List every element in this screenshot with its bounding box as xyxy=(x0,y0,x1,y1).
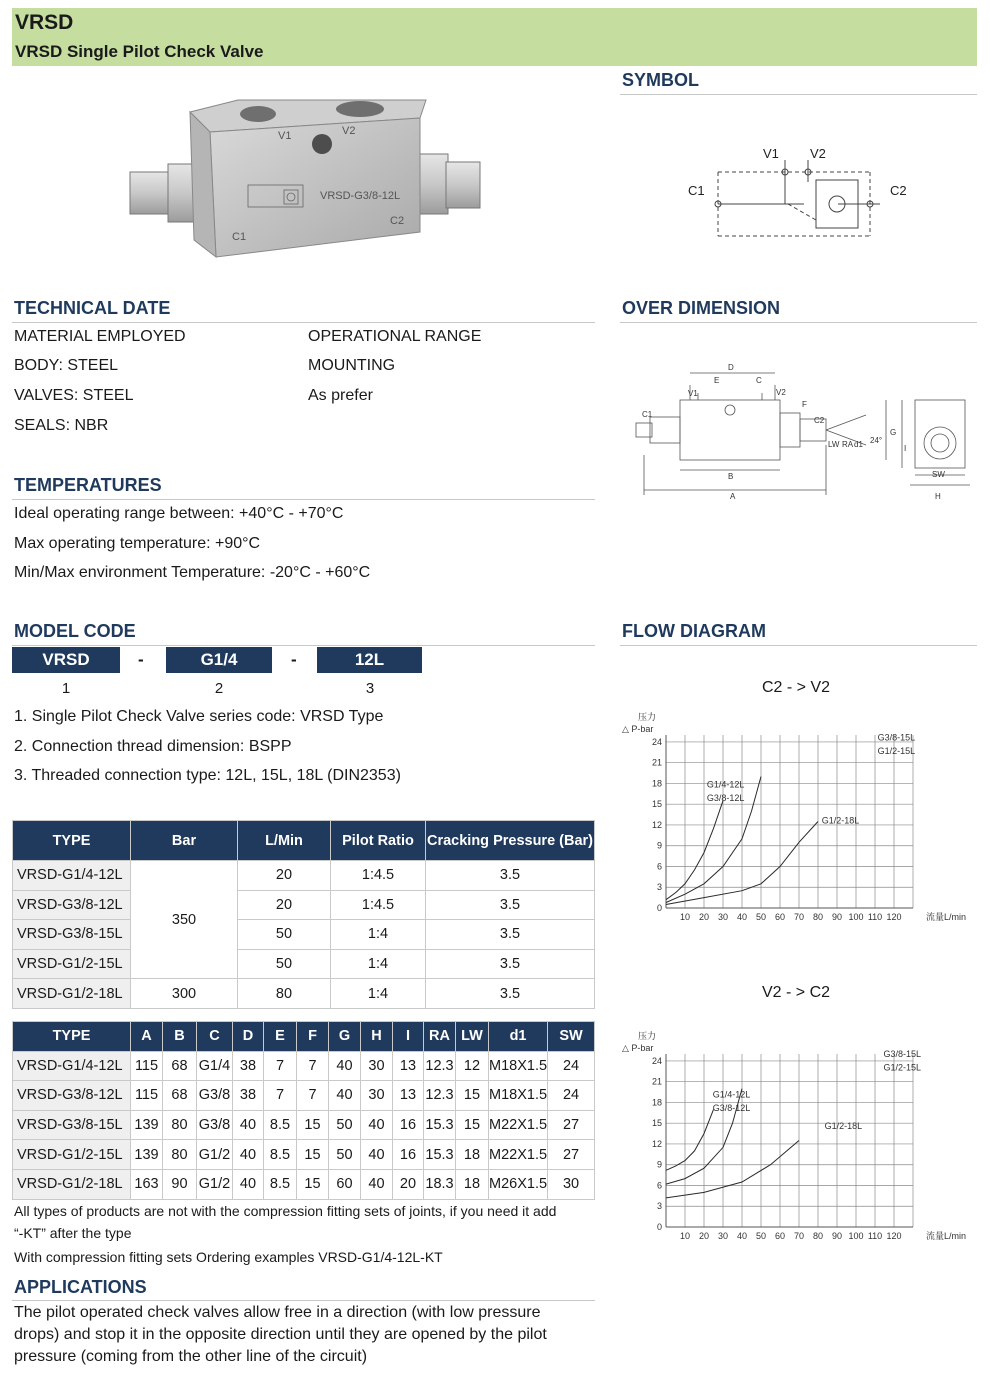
cell-b: 80 xyxy=(163,1110,197,1140)
model-note-3: 3. Threaded connection type: 12L, 15L, 18L (DIN2353) xyxy=(14,767,401,784)
cell-a: 115 xyxy=(131,1081,163,1111)
cell-lw: 15 xyxy=(456,1081,489,1111)
cell-d: 40 xyxy=(233,1169,264,1199)
x-tick-label: 10 xyxy=(679,1231,691,1241)
cell-ra: 18.3 xyxy=(424,1169,456,1199)
y-tick-label: 6 xyxy=(656,861,662,872)
dim-c: C xyxy=(756,376,762,385)
x-tick-label: 70 xyxy=(793,912,805,922)
x-tick-label: 100 xyxy=(848,1231,864,1241)
cell-d1: M18X1.5 xyxy=(489,1051,548,1081)
symbol-title: SYMBOL xyxy=(622,70,700,90)
applications-text: The pilot operated check valves allow free in a direction (with low pressure drops) and stop it in the opposite direction until they are opened by the pilot pressure (coming from the other line of the circuit) xyxy=(14,1304,547,1365)
model-code-rule xyxy=(12,645,595,646)
cell-sw: 30 xyxy=(548,1169,595,1199)
col-a: A xyxy=(131,1022,163,1052)
applications-rule xyxy=(12,1300,595,1301)
cell-type: VRSD-G1/2-18L xyxy=(13,979,131,1009)
curve-label: G1/2-15L xyxy=(877,745,916,756)
table-row xyxy=(13,861,595,891)
cell-type: VRSD-G1/4-12L xyxy=(13,861,131,891)
cell-f: 7 xyxy=(297,1081,329,1111)
product-code: VRSD xyxy=(15,11,74,34)
temperatures-rule xyxy=(12,499,595,500)
cell-d1: M22X1.5 xyxy=(489,1140,548,1170)
col-f: F xyxy=(297,1022,329,1052)
photo-port-c1: C1 xyxy=(232,231,247,243)
model-box-thread: G1/4 xyxy=(166,647,272,673)
product-subtitle: VRSD Single Pilot Check Valve xyxy=(15,42,264,61)
dim-c2: C2 xyxy=(814,416,825,425)
x-tick-label: 60 xyxy=(774,912,786,922)
dim-b: B xyxy=(728,472,734,481)
title-banner xyxy=(12,8,977,66)
y-axis-label-cn: 压力 xyxy=(638,712,657,722)
curve-label: G3/8-12L xyxy=(706,793,745,803)
x-tick-label: 120 xyxy=(886,912,902,922)
flow-rule xyxy=(620,645,977,646)
cell-ra: 15.3 xyxy=(424,1110,456,1140)
temp-line-2: Max operating temperature: +90°C xyxy=(14,535,261,552)
col-h: H xyxy=(361,1022,393,1052)
applications-title: APPLICATIONS xyxy=(14,1277,147,1297)
curve-label: G1/2-15L xyxy=(883,1062,922,1073)
hydraulic-symbol xyxy=(680,140,920,250)
cell-type: VRSD-G1/2-15L xyxy=(13,949,131,979)
model-num-1: 1 xyxy=(61,680,71,697)
model-note-1: 1. Single Pilot Check Valve series code: VRSD Type xyxy=(14,708,384,725)
cell-a: 115 xyxy=(131,1051,163,1081)
cell-d: 38 xyxy=(233,1051,264,1081)
x-axis-label: 流量L/min xyxy=(926,912,967,922)
pressure-table xyxy=(12,820,595,1009)
x-tick-label: 60 xyxy=(774,1231,786,1241)
cell-bar-group: 350 xyxy=(131,861,238,979)
cell-g: 50 xyxy=(329,1110,361,1140)
cell-i: 16 xyxy=(393,1110,424,1140)
cell-lmin: 50 xyxy=(238,920,331,950)
cell-i: 13 xyxy=(393,1051,424,1081)
table-row xyxy=(13,979,595,1009)
cell-f: 15 xyxy=(297,1140,329,1170)
model-box-connection: 12L xyxy=(317,647,422,673)
x-tick-label: 90 xyxy=(831,912,843,922)
cell-sw: 24 xyxy=(548,1051,595,1081)
cell-crack: 3.5 xyxy=(426,949,595,979)
series-line xyxy=(666,1141,799,1198)
curve-label: G1/2-18L xyxy=(824,1121,863,1131)
cell-sw: 24 xyxy=(548,1081,595,1111)
y-tick-label: 21 xyxy=(651,1076,662,1087)
cell-a: 163 xyxy=(131,1169,163,1199)
col-cracking: Cracking Pressure (Bar) xyxy=(426,821,595,861)
pressure-table-header xyxy=(13,821,595,861)
cell-lmin: 50 xyxy=(238,949,331,979)
cell-e: 8.5 xyxy=(264,1140,297,1170)
dim-d: D xyxy=(728,363,734,372)
col-i: I xyxy=(393,1022,424,1052)
model-num-3: 3 xyxy=(365,680,375,697)
temp-line-3: Min/Max environment Temperature: -20°C - +60°C xyxy=(14,564,371,581)
y-tick-label: 0 xyxy=(656,1222,662,1232)
cell-e: 8.5 xyxy=(264,1169,297,1199)
col-c: C xyxy=(197,1022,233,1052)
cell-ra: 12.3 xyxy=(424,1051,456,1081)
cell-lw: 18 xyxy=(456,1140,489,1170)
cell-c: G1/2 xyxy=(197,1169,233,1199)
y-tick-label: 18 xyxy=(651,1097,662,1108)
x-tick-label: 50 xyxy=(755,912,767,922)
dim-lw: LW xyxy=(828,440,840,449)
technical-right-2: MOUNTING xyxy=(308,357,396,374)
col-type: TYPE xyxy=(13,821,131,861)
table-row xyxy=(13,920,595,950)
x-tick-label: 20 xyxy=(698,1231,710,1241)
dim-i: I xyxy=(904,444,907,453)
cell-ratio: 1:4.5 xyxy=(331,861,426,891)
cell-sw: 27 xyxy=(548,1140,595,1170)
x-tick-label: 40 xyxy=(736,1231,748,1241)
symbol-c2: C2 xyxy=(890,183,907,198)
dim-c1: C1 xyxy=(642,410,653,419)
dim-f: F xyxy=(802,400,807,409)
cell-i: 13 xyxy=(393,1081,424,1111)
x-tick-label: 20 xyxy=(698,912,710,922)
technical-left-2: BODY: STEEL xyxy=(14,357,119,374)
cell-f: 15 xyxy=(297,1110,329,1140)
y-tick-label: 6 xyxy=(656,1180,662,1191)
y-tick-label: 15 xyxy=(651,1118,662,1129)
col-pilot-ratio: Pilot Ratio xyxy=(331,821,426,861)
table-row xyxy=(13,1051,595,1081)
symbol-rule xyxy=(620,94,977,95)
temp-line-1: Ideal operating range between: +40°C - +70°C xyxy=(14,505,344,522)
dim-sw: SW xyxy=(932,470,945,479)
table-row xyxy=(13,1169,595,1199)
cell-g: 60 xyxy=(329,1169,361,1199)
series-line xyxy=(666,1109,714,1170)
model-sep-2: - xyxy=(291,650,297,669)
y-tick-label: 12 xyxy=(651,1138,662,1149)
curve-label: G3/8-15L xyxy=(877,732,916,743)
curve-label: G3/8-12L xyxy=(712,1103,751,1113)
cell-type: VRSD-G1/4-12L xyxy=(13,1051,131,1081)
x-tick-label: 80 xyxy=(812,912,824,922)
cell-h: 30 xyxy=(361,1051,393,1081)
table-row xyxy=(13,1140,595,1170)
flow-caption-2: V2 - > C2 xyxy=(762,984,831,1001)
col-d: D xyxy=(233,1022,264,1052)
dim-e: E xyxy=(714,376,720,385)
col-b: B xyxy=(163,1022,197,1052)
symbol-c1: C1 xyxy=(688,183,705,198)
cell-g: 50 xyxy=(329,1140,361,1170)
y-tick-label: 12 xyxy=(651,819,662,830)
cell-lmin: 80 xyxy=(238,979,331,1009)
y-tick-label: 18 xyxy=(651,778,662,789)
x-tick-label: 40 xyxy=(736,912,748,922)
col-e: E xyxy=(264,1022,297,1052)
col-type: TYPE xyxy=(13,1022,131,1052)
col-ra: RA xyxy=(424,1022,456,1052)
cell-f: 15 xyxy=(297,1169,329,1199)
model-sep-1: - xyxy=(138,650,144,669)
temperatures-title: TEMPERATURES xyxy=(14,475,162,495)
cell-crack: 3.5 xyxy=(426,861,595,891)
y-tick-label: 3 xyxy=(656,882,662,893)
model-note-2: 2. Connection thread dimension: BSPP xyxy=(14,738,292,755)
cell-g: 40 xyxy=(329,1051,361,1081)
cell-b: 68 xyxy=(163,1051,197,1081)
cell-type: VRSD-G1/2-15L xyxy=(13,1140,131,1170)
photo-port-v1: V1 xyxy=(278,130,292,142)
y-tick-label: 3 xyxy=(656,1201,662,1212)
x-tick-label: 90 xyxy=(831,1231,843,1241)
cell-ratio: 1:4 xyxy=(331,949,426,979)
dim-v1: V1 xyxy=(688,389,698,398)
cell-crack: 3.5 xyxy=(426,920,595,950)
table-row xyxy=(13,890,595,920)
curve-label: G1/4-12L xyxy=(706,779,745,790)
cell-d1: M26X1.5 xyxy=(489,1169,548,1199)
x-tick-label: 110 xyxy=(867,912,883,922)
flow-title: FLOW DIAGRAM xyxy=(622,621,766,641)
col-lw: LW xyxy=(456,1022,489,1052)
x-tick-label: 120 xyxy=(886,1231,902,1241)
flow-chart-c2-v2 xyxy=(618,705,986,930)
cell-d: 40 xyxy=(233,1140,264,1170)
cell-d1: M22X1.5 xyxy=(489,1110,548,1140)
cell-lw: 18 xyxy=(456,1169,489,1199)
col-g: G xyxy=(329,1022,361,1052)
cell-lmin: 20 xyxy=(238,890,331,920)
x-tick-label: 80 xyxy=(812,1231,824,1241)
cell-sw: 27 xyxy=(548,1110,595,1140)
product-photo xyxy=(120,92,490,262)
cell-i: 16 xyxy=(393,1140,424,1170)
y-tick-label: 21 xyxy=(651,757,662,768)
cell-ratio: 1:4 xyxy=(331,979,426,1009)
technical-left-3: VALVES: STEEL xyxy=(14,387,134,404)
dimension-table xyxy=(12,1021,595,1200)
cell-ratio: 1:4 xyxy=(331,920,426,950)
note-line-2: “-KT” after the type xyxy=(14,1225,132,1241)
table-row xyxy=(13,1081,595,1111)
cell-a: 139 xyxy=(131,1110,163,1140)
cell-b: 80 xyxy=(163,1140,197,1170)
y-tick-label: 24 xyxy=(651,736,662,747)
dim-g: G xyxy=(890,428,897,437)
x-tick-label: 50 xyxy=(755,1231,767,1241)
dimension-table-header xyxy=(13,1022,595,1052)
technical-rule xyxy=(12,322,595,323)
cell-f: 7 xyxy=(297,1051,329,1081)
cell-h: 40 xyxy=(361,1169,393,1199)
technical-right-1: OPERATIONAL RANGE xyxy=(308,328,482,345)
cell-d1: M18X1.5 xyxy=(489,1081,548,1111)
cell-i: 20 xyxy=(393,1169,424,1199)
cell-type: VRSD-G3/8-12L xyxy=(13,890,131,920)
cell-a: 139 xyxy=(131,1140,163,1170)
dim-d1: d1 xyxy=(854,440,863,449)
cell-e: 7 xyxy=(264,1081,297,1111)
cell-type: VRSD-G3/8-15L xyxy=(13,1110,131,1140)
note-line-1: All types of products are not with the compression fitting sets of joints, if you need it add xyxy=(14,1203,557,1219)
x-tick-label: 10 xyxy=(679,912,691,922)
cell-h: 40 xyxy=(361,1110,393,1140)
curve-label: G1/4-12L xyxy=(712,1089,751,1100)
cell-b: 68 xyxy=(163,1081,197,1111)
table-row xyxy=(13,1110,595,1140)
cell-h: 30 xyxy=(361,1081,393,1111)
cell-e: 8.5 xyxy=(264,1110,297,1140)
technical-left-4: SEALS: NBR xyxy=(14,417,109,434)
cell-c: G3/8 xyxy=(197,1110,233,1140)
cell-type: VRSD-G3/8-12L xyxy=(13,1081,131,1111)
y-tick-label: 15 xyxy=(651,799,662,810)
model-code-title: MODEL CODE xyxy=(14,621,136,641)
col-d1: d1 xyxy=(489,1022,548,1052)
flow-caption-1: C2 - > V2 xyxy=(762,679,831,696)
photo-port-v2: V2 xyxy=(342,125,356,137)
x-tick-label: 30 xyxy=(717,912,729,922)
cell-ratio: 1:4.5 xyxy=(331,890,426,920)
flow-chart-v2-c2 xyxy=(618,1024,986,1249)
cell-ra: 12.3 xyxy=(424,1081,456,1111)
cell-c: G1/4 xyxy=(197,1051,233,1081)
cell-g: 40 xyxy=(329,1081,361,1111)
col-bar: Bar xyxy=(131,821,238,861)
cell-d: 40 xyxy=(233,1110,264,1140)
cell-c: G1/2 xyxy=(197,1140,233,1170)
cell-c: G3/8 xyxy=(197,1081,233,1111)
table-row xyxy=(13,949,595,979)
x-tick-label: 30 xyxy=(717,1231,729,1241)
col-sw: SW xyxy=(548,1022,595,1052)
x-axis-label: 流量L/min xyxy=(926,1231,967,1241)
symbol-v2: V2 xyxy=(810,146,826,161)
technical-right-3: As prefer xyxy=(308,387,373,404)
cell-type: VRSD-G3/8-15L xyxy=(13,920,131,950)
cell-d: 38 xyxy=(233,1081,264,1111)
technical-title: TECHNICAL DATE xyxy=(14,298,171,318)
dim-v2: V2 xyxy=(776,388,786,397)
photo-port-c2: C2 xyxy=(390,215,405,227)
cell-bar: 300 xyxy=(131,979,238,1009)
dimension-title: OVER DIMENSION xyxy=(622,298,781,318)
dim-ra: RA xyxy=(842,440,854,449)
y-axis-label-cn: 压力 xyxy=(638,1031,657,1041)
cell-b: 90 xyxy=(163,1169,197,1199)
y-axis-label: △ P-bar xyxy=(622,1043,654,1053)
dim-deg: 24° xyxy=(870,436,883,445)
y-axis-label: △ P-bar xyxy=(622,724,654,734)
y-tick-label: 9 xyxy=(656,840,662,851)
cell-lmin: 20 xyxy=(238,861,331,891)
model-box-series: VRSD xyxy=(12,647,120,673)
cell-lw: 12 xyxy=(456,1051,489,1081)
photo-engraving: VRSD-G3/8-12L xyxy=(320,190,401,202)
dimension-rule xyxy=(620,322,977,323)
col-lmin: L/Min xyxy=(238,821,331,861)
cell-lw: 15 xyxy=(456,1110,489,1140)
series-line xyxy=(666,801,723,900)
dim-a: A xyxy=(730,492,736,501)
cell-h: 40 xyxy=(361,1140,393,1170)
model-num-2: 2 xyxy=(214,680,224,697)
y-tick-label: 24 xyxy=(651,1055,662,1066)
cell-crack: 3.5 xyxy=(426,890,595,920)
technical-left-1: MATERIAL EMPLOYED xyxy=(14,328,186,345)
cell-type: VRSD-G1/2-18L xyxy=(13,1169,131,1199)
dimension-drawing xyxy=(630,355,980,515)
curve-label: G3/8-15L xyxy=(883,1049,922,1059)
symbol-v1: V1 xyxy=(763,146,779,161)
curve-label: G1/2-18L xyxy=(821,815,860,826)
x-tick-label: 100 xyxy=(848,912,864,922)
cell-e: 7 xyxy=(264,1051,297,1081)
cell-crack: 3.5 xyxy=(426,979,595,1009)
x-tick-label: 70 xyxy=(793,1231,805,1241)
cell-ra: 15.3 xyxy=(424,1140,456,1170)
note-line-3: With compression fitting sets Ordering examples VRSD-G1/4-12L-KT xyxy=(14,1249,443,1265)
x-tick-label: 110 xyxy=(867,1231,883,1241)
y-tick-label: 0 xyxy=(656,903,662,913)
y-tick-label: 9 xyxy=(656,1159,662,1170)
dim-h: H xyxy=(935,492,941,501)
